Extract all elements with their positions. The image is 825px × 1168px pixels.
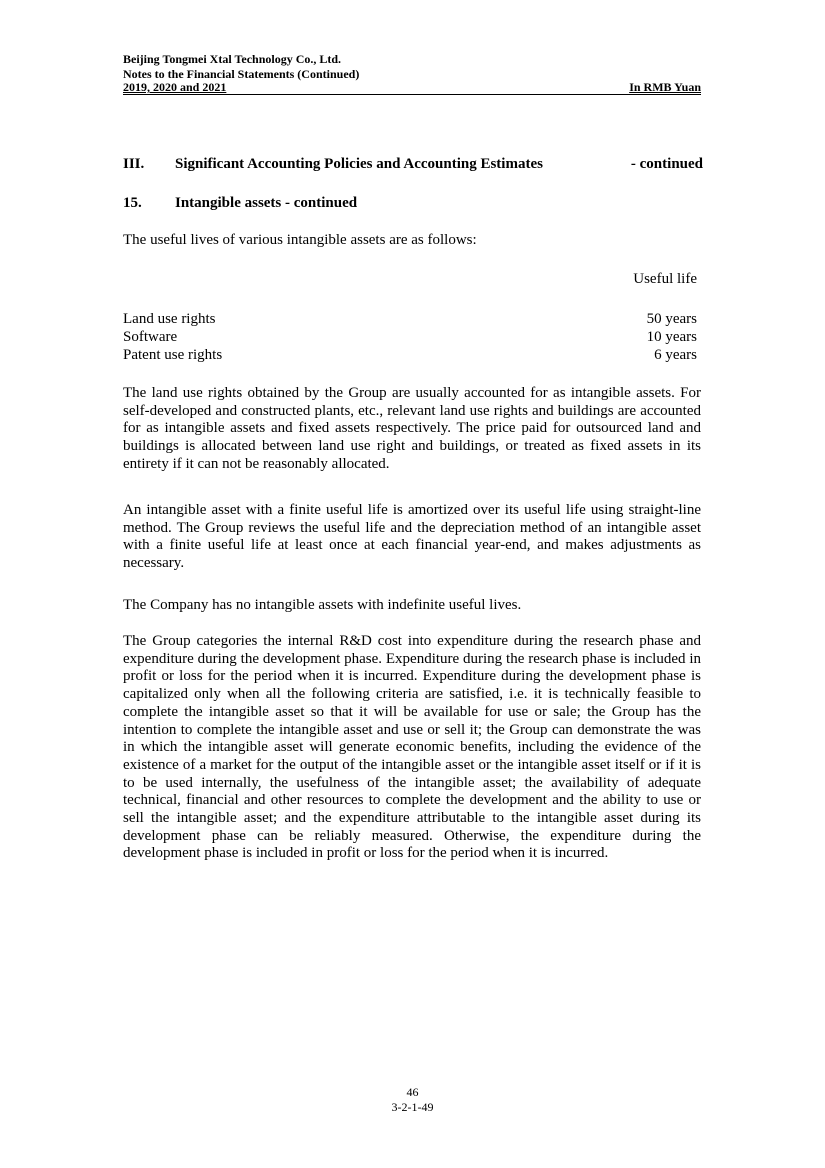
paragraph-land-use-rights: The land use rights obtained by the Group are usually accounted for as intangible assets. For self-developed and constructed plants, etc., relevant land use rights and buildings are accounted for as intangible assets and fixed assets respectively. The price paid for outsourced land and buildings is allocated between land use right and buildings, or treated as fixed assets in its entirety if it can not be reasonably allocated. [123,385,701,472]
subsection-heading [123,195,357,212]
page-number: 46 [406,1085,419,1099]
section-number: III. [123,156,145,172]
paragraph-amortization: An intangible asset with a finite useful life is amortized over its useful life using straight-line method. The Group reviews the useful life and the depreciation method of an intangible asset with a finite useful life at least once at each financial year-end, and makes adjustments as necessary. [123,502,701,572]
asset-life: 10 years [646,329,697,345]
section-continued: - continued [630,156,703,172]
asset-name: Software [123,329,178,345]
table-row [123,310,697,328]
paragraph-research-development: The Group categories the internal R&D cost into expenditure during the research phase and expenditure during the development phase. Expenditure during the research phase is included in profit or loss for the period when it is incurred. Expenditure during the development phase is capitalized only when all the following criteria are satisfied, i.e. it is technically feasible to complete the intangible asset so that it will be available for use or sale; the Group has the intention to complete the intangible asset and use or sell it; the Group can demonstrate the was in which the intangible asset will generate economic benefits, including the evidence of the existence of a market for the output of the intangible asset or the intangible asset itself or if it is to be used internally, the usefulness of the intangible asset; the availability of adequate technical, financial and other resources to complete the development and the ability to use or sell the intangible asset; and the expenditure attributable to the intangible asset during its development phase can be reliably measured. Otherwise, the expenditure during the development phase is included in profit or loss for the period when it is incurred. [123,633,701,862]
asset-life: 6 years [654,347,697,363]
table-row [123,328,697,346]
table-row [123,346,697,364]
page-header [123,52,701,95]
header-period-row [123,81,701,95]
asset-name: Land use rights [123,311,216,327]
paragraph-indefinite-lives: The Company has no intangible assets with indefinite useful lives. [123,597,522,613]
subsection-title: Intangible assets - continued [175,195,358,211]
company-name: Beijing Tongmei Xtal Technology Co., Ltd. [123,52,342,66]
section-title: Significant Accounting Policies and Accounting Estimates [175,156,543,172]
currency-note: In RMB Yuan [629,80,701,94]
useful-life-table [123,310,697,364]
useful-life-column-header: Useful life [633,271,697,287]
asset-name: Patent use rights [123,347,223,363]
reporting-period: 2019, 2020 and 2021 [123,80,227,94]
document-reference: 3-2-1-49 [391,1100,434,1114]
section-heading [123,156,703,173]
intro-text: The useful lives of various intangible assets are as follows: [123,232,477,248]
notes-title: Notes to the Financial Statements (Continued) [123,66,360,81]
asset-life: 50 years [646,311,697,327]
subsection-number: 15. [123,195,142,211]
